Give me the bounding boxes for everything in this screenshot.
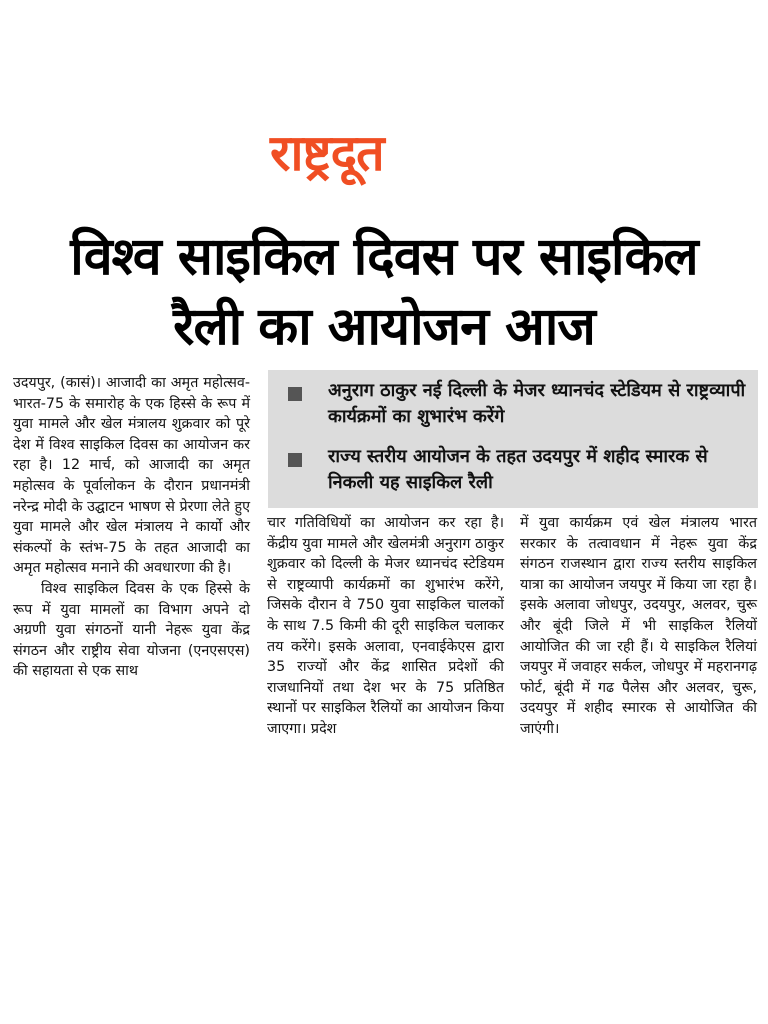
highlights-box [268,370,758,508]
highlight-item [288,378,748,430]
article-column-right [520,513,757,740]
article-paragraph: में युवा कार्यक्रम एवं खेल मंत्रालय भारत सरकार के तत्वावधान में नेहरू युवा केंद्र संगठन राजस्थान द्वारा राज्य स्तरीय साइकिल यात्रा का आयोजन जयपुर में किया जा रहा है। इसके अलावा जोधपुर, उदयपुर, अलवर, चुरू और बूंदी जिले में भी साइकिल रैलियों आयोजित की जा रही हैं। ये साइकिल रैलियां जयपुर में जवाहर सर्कल, जोधपुर में महरानगढ़ फोर्ट, बूंदी में गढ पैलेस और अलवर, चुरू, उदयपुर में शहीद स्मारक से आयोजित की जाएंगी। [520,515,757,737]
article-column-middle [267,513,504,740]
article-paragraph: चार गतिविधियों का आयोजन कर रहा है। केंद्रीय युवा मामले और खेलमंत्री अनुराग ठाकुर शुक्रवार को दिल्ली के मेजर ध्यानचंद स्टेडियम से राष्ट्रव्यापी कार्यक्रमों का शुभारंभ करेंगे, जिसके दौरान वे 750 युवा साइकिल चालकों के साथ 7.5 किमी की दूरी साइकिल चलाकर तय करेंगे। इसके अलावा, एनवाईकेएस द्वारा 35 राज्यों और केंद्र शासित प्रदेशों की राजधानियों तथा देश भर के 75 प्रतिष्ठित स्थानों पर साइकिल रैलियों का आयोजन किया जाएगा। प्रदेश [267,515,504,737]
square-bullet-icon [288,387,302,401]
highlight-text: अनुराग ठाकुर नई दिल्ली के मेजर ध्यानचंद स्टेडियम से राष्ट्रव्यापी कार्यक्रमों का शुभारंभ करेंगे [328,380,746,427]
highlight-text: राज्य स्तरीय आयोजन के तहत उदयपुर में शहीद स्मारक से निकली यह साइकिल रैली [328,446,708,493]
headline-line-1: विश्व साइकिल दिवस पर साइकिल [70,227,698,287]
article-paragraph: उदयपुर, (कासं)। आजादी का अमृत महोत्सव-भारत-75 के समारोह के एक हिस्से के रूप में युवा मामले और खेल मंत्रालय शुक्रवार को पूरे देश में विश्व साइकिल दिवस का आयोजन कर रहा है। 12 मार्च, को आजादी का अमृत महोत्सव के पूर्वालोकन के दौरान प्रधानमंत्री नरेन्द्र मोदी के उद्घाटन भाषण से प्रेरणा लेते हुए युवा मामले और खेल मंत्रालय ने कार्यो और संकल्पों के स्तंभ-75 के तहत आजादी का अमृत महोत्सव मनाने की अवधारणा की है। [13,375,250,577]
newspaper-masthead: राष्ट्रदूत [270,124,384,182]
highlight-item [288,444,748,496]
article-headline [0,222,768,362]
article-column-left [13,373,250,682]
square-bullet-icon [288,453,302,467]
article-paragraph: विश्व साइकिल दिवस के एक हिस्से के रूप में युवा मामलों का विभाग अपने दो अग्रणी युवा संगठनों यानी नेहरू युवा केंद्र संगठन और राष्ट्रीय सेवा योजना (एनएसएस) की सहायता से एक साथ [13,580,250,680]
headline-line-2: रैली का आयोजन आज [173,297,595,357]
